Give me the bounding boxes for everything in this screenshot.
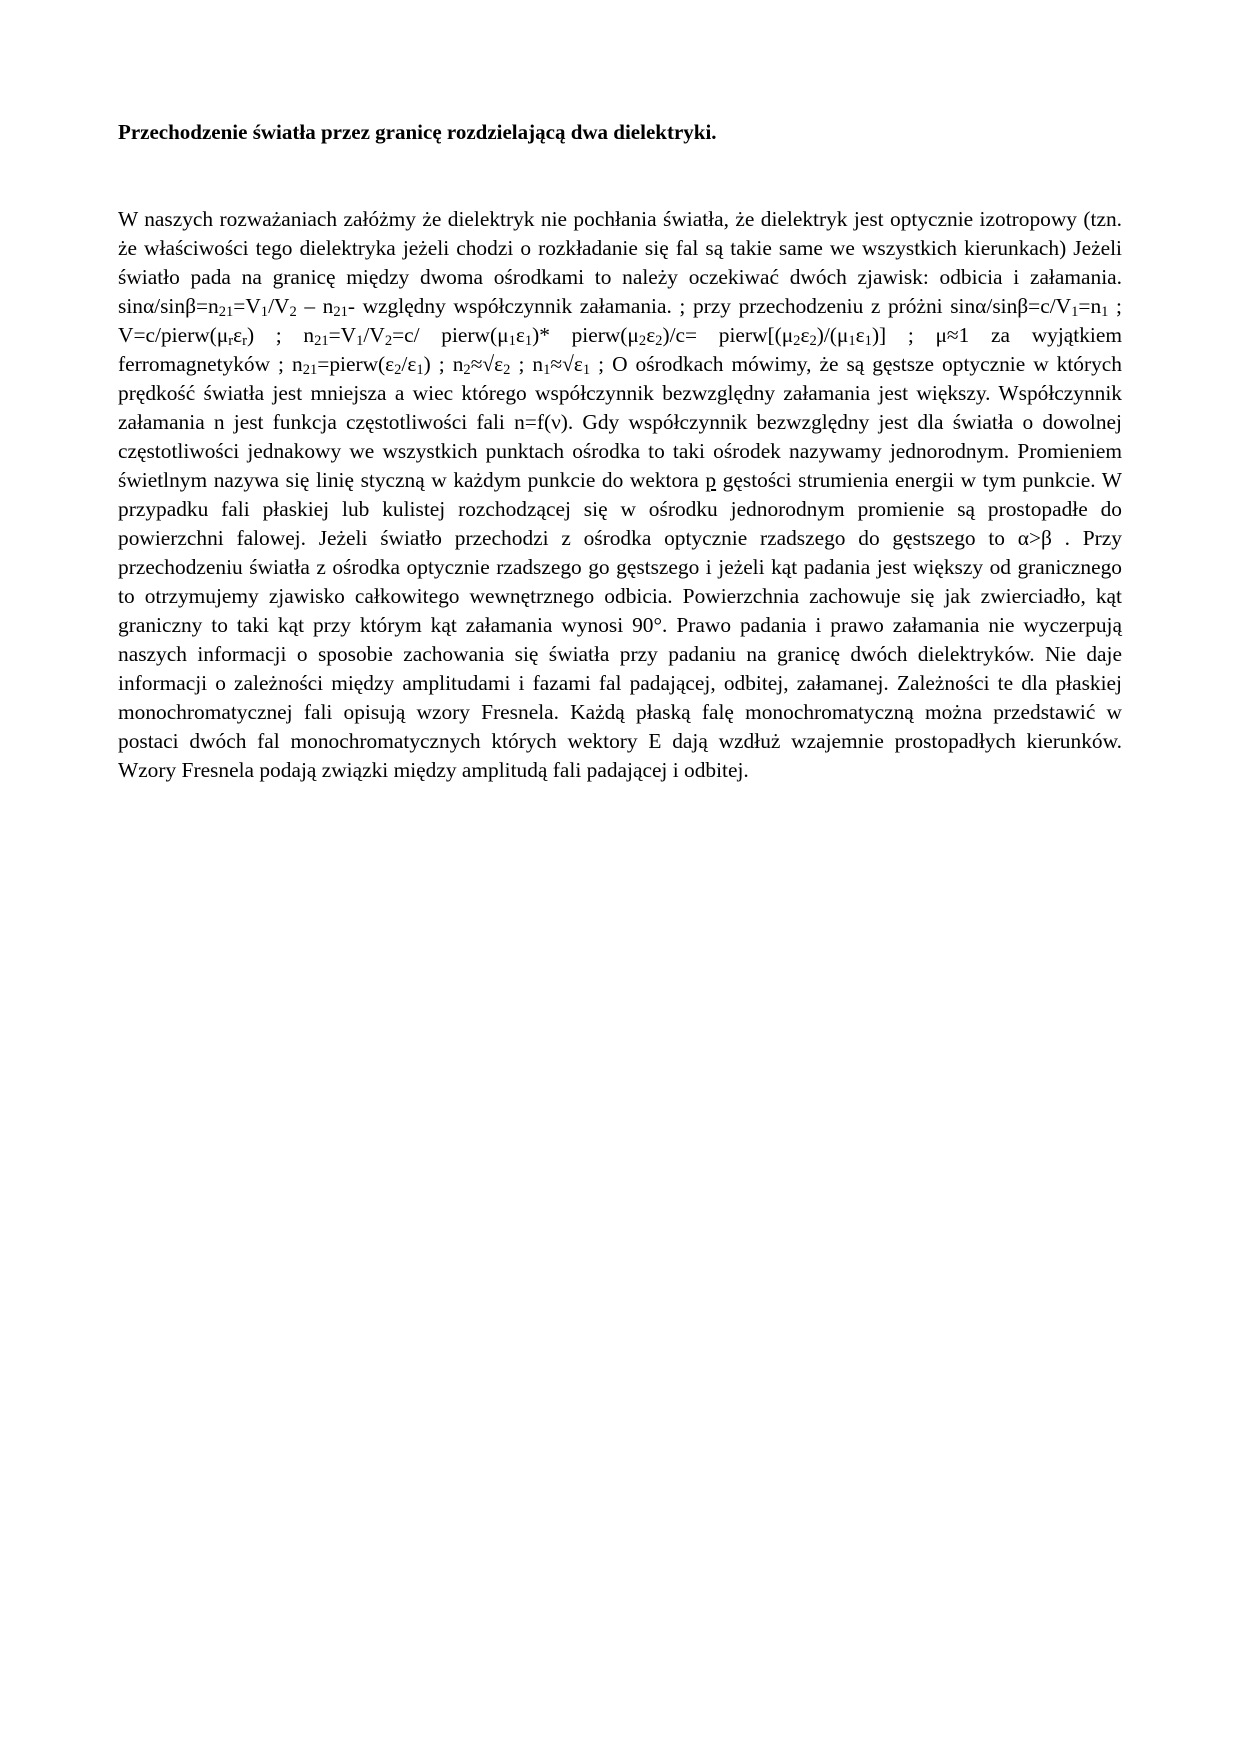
subscript: 2	[655, 333, 663, 350]
subscript: 1	[848, 333, 856, 350]
text-run: /ε	[401, 352, 417, 376]
text-run: ε	[646, 323, 656, 347]
subscript: 1	[524, 333, 533, 350]
text-run: ) ; n	[246, 323, 315, 347]
subscript: 1	[582, 362, 591, 379]
subscript: r	[228, 333, 234, 350]
subscript: 2	[809, 333, 817, 350]
text-run: =c/ pierw(μ	[392, 323, 509, 347]
subscript: 2	[289, 304, 297, 321]
text-run: )/c= pierw[(μ	[662, 323, 794, 347]
text-run: ε	[800, 323, 810, 347]
text-run: )/(μ	[816, 323, 849, 347]
text-run: ; n	[510, 352, 544, 376]
subscript: 1	[416, 362, 424, 379]
body-paragraph	[118, 205, 1122, 785]
text-run: – n	[296, 294, 334, 318]
document-title: Przechodzenie światła przez granicę rozdzielającą dwa dielektryki.	[118, 120, 717, 144]
text-run: =n	[1078, 294, 1102, 318]
subscript: 2	[463, 362, 471, 379]
text-run: )] ; μ≈1 za wyjątkiem ferromagnetyków ; n	[118, 323, 1122, 376]
text-run: ; V=c/pierw(μ	[118, 294, 1122, 347]
text-run: /V	[268, 294, 290, 318]
subscript: 21	[333, 304, 348, 321]
text-run: ε	[515, 323, 525, 347]
text-run: gęstości strumienia energii w tym punkcie. W przypadku fali płaskiej lub kulistej rozchodzącej się w ośrodku jednorodnym promienie są prostopadłe do powierzchni falowej. Jeżeli światło przechodzi z ośrodka optycznie rzadszego do gęstszego to α>β . Przy przechodzeniu światła z ośrodka optycznie rzadszego go gęstszego i jeżeli kąt padania jest większy od granicznego to otrzymujemy zjawisko całkowitego wewnętrznego odbicia. Powierzchnia zachowuje się jak zwierciadło, kąt graniczny to taki kąt przy którym kąt załamania wynosi 90°. Prawo padania i prawo załamania nie wyczerpują naszych informacji o sposobie zachowania się światła przy padaniu na granicę dwóch dielektryków. Nie daje informacji o zależności między amplitudami i fazami fal padającej, odbitej, załamanej. Zależności te dla płaskiej monochromatycznej fali opisują wzory Fresnela. Każdą płaską falę monochromatyczną można przedstawić w postaci dwóch fal monochromatycznych których wektory E dają wzdłuż wzajemnie prostopadłych kierunków. Wzory Fresnela podają związki między amplitudą fali padającej i odbitej.	[118, 468, 1122, 782]
text-run: ) ; n	[423, 352, 464, 376]
text-run: - względny współczynnik załamania. ; przy przechodzeniu z próżni sinα/sinβ=c/V	[347, 294, 1072, 318]
subscript: 2	[638, 333, 647, 350]
subscript: r	[242, 333, 247, 350]
text-run: ε	[233, 323, 243, 347]
subscript: 21	[302, 362, 318, 379]
subscript: 2	[793, 333, 801, 350]
subscript: 2	[503, 362, 511, 379]
subscript: 1	[260, 304, 269, 321]
text-run: )* pierw(μ	[532, 323, 639, 347]
underlined-symbol: p	[705, 468, 717, 492]
text-run: ≈√ε	[550, 352, 583, 376]
subscript: 1	[356, 333, 364, 350]
text-run: W naszych rozważaniach załóżmy że dielektryk nie pochłania światła, że dielektryk jest optycznie izotropowy (tzn. że właściwości tego dielektryka jeżeli chodzi o rozkładanie się fal są takie same we wszystkich kierunkach) Jeżeli światło pada na granicę między dwoma ośrodkami to należy oczekiwać dwóch zjawisk: odbicia i załamania. sinα/sinβ=n	[118, 207, 1122, 318]
text-run: =V	[328, 323, 357, 347]
subscript: 2	[384, 333, 393, 350]
subscript: 21	[218, 304, 234, 321]
subscript: 1	[1101, 304, 1109, 321]
subscript: 1	[543, 362, 551, 379]
text-run: =V	[233, 294, 261, 318]
subscript: 1	[1071, 304, 1079, 321]
subscript: 1	[508, 333, 516, 350]
text-run: ≈√ε	[470, 352, 504, 376]
text-run: ; O ośrodkach mówimy, że są gęstsze optycznie w których prędkość światła jest mniejsza a wiec którego współczynnik bezwzględny załamania jest większy. Współczynnik załamania n jest funkcja częstotliwości fali n=f(ν). Gdy współczynnik bezwzględny jest dla światła o dowolnej częstotliwości jednakowy we wszystkich punktach ośrodka to taki ośrodek nazywamy jednorodnym. Promieniem świetlnym nazywa się linię styczną w każdym punkcie do wektora	[118, 352, 1122, 492]
subscript: 1	[864, 333, 872, 350]
subscript: 2	[394, 362, 402, 379]
text-run: /V	[363, 323, 385, 347]
text-run: =pierw(ε	[317, 352, 395, 376]
text-run: ε	[855, 323, 865, 347]
subscript: 21	[314, 333, 329, 350]
